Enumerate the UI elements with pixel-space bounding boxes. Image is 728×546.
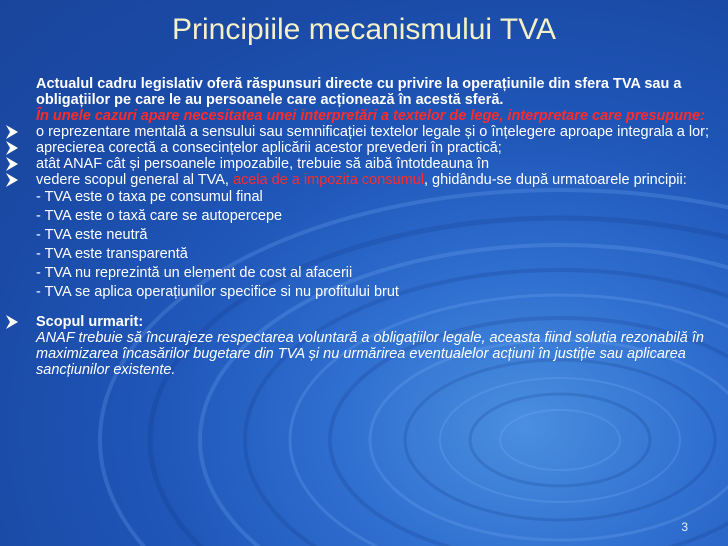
slide-title: Principiile mecanismului TVA [171,13,557,46]
bullet-text: atât ANAF cât și persoanele impozabile, trebuie să aibă întotdeauna în [36,156,490,172]
principle-item: - TVA este transparentă [36,246,188,262]
bullet-item [0,172,728,188]
bullet-item [0,124,728,140]
arrowhead-bullet-icon [6,157,18,171]
slide-content [0,76,728,378]
highlight-paragraph: În unele cazuri apare necesitatea unei interpretări a textelor de lege, interpretare care presupune: [36,108,705,124]
intro-paragraph: Actualul cadru legislativ oferă răspunsuri directe cu privire la operațiunile din sfera TVA sau a obligațiilor pe care le au persoanele care acționează în acestă sferă. [36,76,682,108]
spacer [0,302,728,314]
goal-label: Scopul urmarit: [36,314,144,330]
principle-item: - TVA este o taxa pe consumul final [36,189,263,205]
bullet-text: o reprezentare mentală a sensului sau semnificației textelor legale și o înțelegere aproape integrala a lor; [36,124,710,140]
bullet-item [0,314,728,330]
bullet-item [0,140,728,156]
page-number: 3 [681,520,688,534]
bullet-text: vedere scopul general al TVA, [36,172,233,188]
bullet-text: , ghidându-se după urmatoarele principii: [423,172,687,188]
bullet-item [0,156,728,172]
arrowhead-bullet-icon [6,173,18,187]
arrowhead-bullet-icon [6,125,18,139]
arrowhead-bullet-icon [6,141,18,155]
principle-item: - TVA este neutră [36,227,148,243]
arrowhead-bullet-icon [6,315,18,329]
goal-paragraph: ANAF trebuie să încurajeze respectarea voluntară a obligațiilor legale, aceasta fiind solutia rezonabilă în maximizarea încasărilor bugetare din TVA și nu urmărirea eventualelor acțiuni în justiție sau aplicarea sancțiunilor existente. [36,330,704,378]
bullet-text: aprecierea corectă a consecințelor aplicării acestor prevederi în practică; [36,140,502,156]
bullet-red-text: acela de a impozita consumul [232,172,424,188]
principle-item: - TVA nu reprezintă un element de cost al afacerii [36,265,353,281]
principle-item: - TVA se aplica operațiunilor specifice si nu profitului brut [36,284,399,300]
principle-item: - TVA este o taxă care se autopercepe [36,208,283,224]
